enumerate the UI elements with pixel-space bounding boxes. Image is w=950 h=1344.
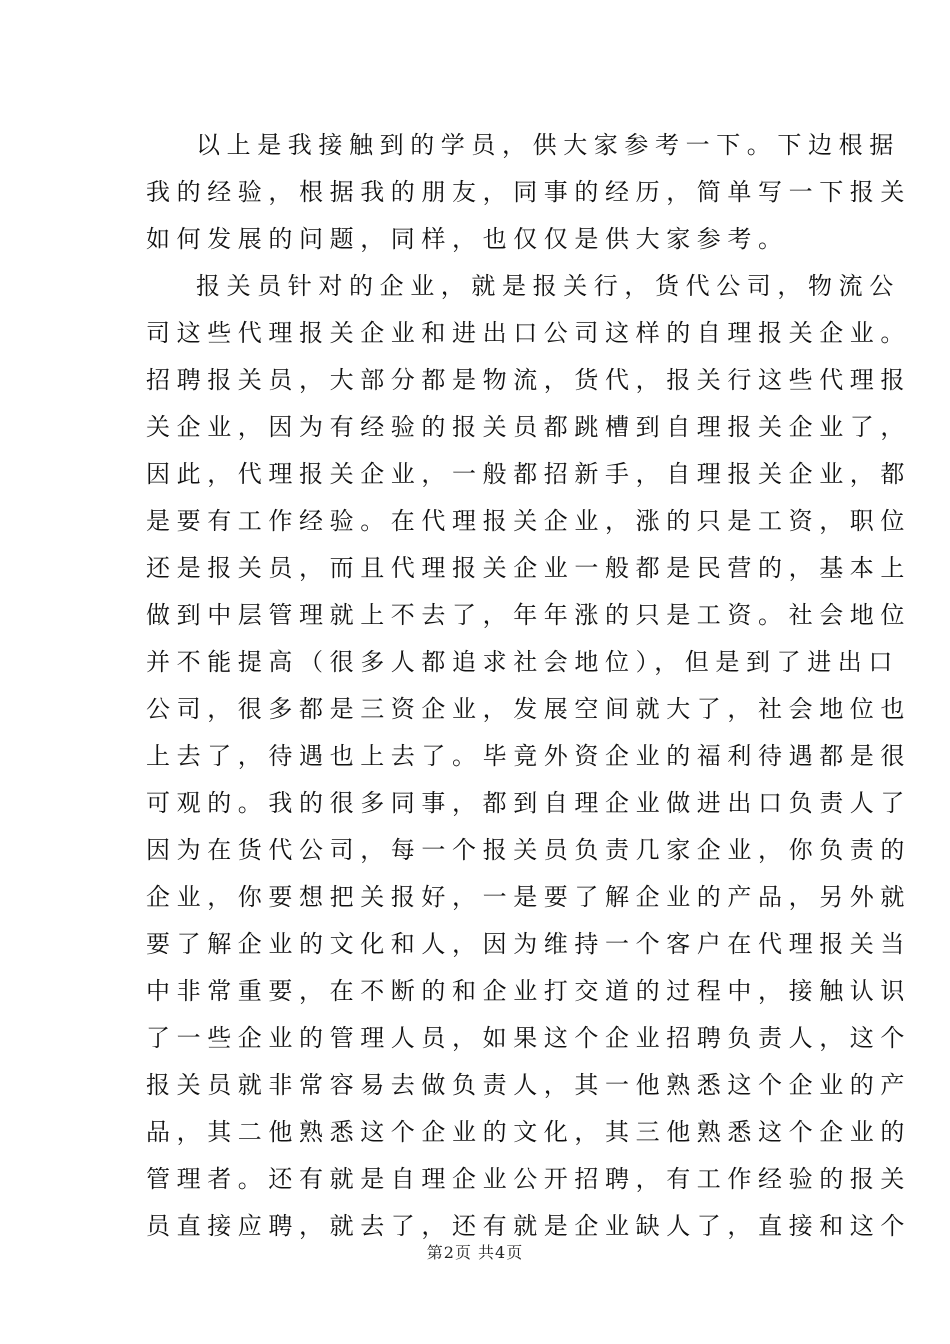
text-line: 因此，代理报关企业，一般都招新手，自理报关企业，都 — [146, 460, 911, 488]
text-line: 中非常重要，在不断的和企业打交道的过程中，接触认识 — [146, 977, 911, 1005]
text-line: 并不能提高（很多人都追求社会地位），但是到了进出口 — [146, 648, 899, 676]
text-line: 关企业，因为有经验的报关员都跳槽到自理报关企业了， — [146, 413, 911, 441]
text-line: 员直接应聘，就去了，还有就是企业缺人了，直接和这个 — [146, 1212, 911, 1240]
text-line: 企业，你要想把关报好，一是要了解企业的产品，另外就 — [146, 883, 911, 911]
text-line: 招聘报关员，大部分都是物流，货代，报关行这些代理报 — [146, 366, 911, 394]
document-body — [146, 122, 911, 1250]
text-line: 上去了，待遇也上去了。毕竟外资企业的福利待遇都是很 — [146, 742, 911, 770]
page-number-footer: 第2页 共4页 — [426, 1243, 524, 1262]
text-line: 是要有工作经验。在代理报关企业，涨的只是工资，职位 — [146, 507, 911, 535]
text-line: 品，其二他熟悉这个企业的文化，其三他熟悉这个企业的 — [146, 1118, 911, 1146]
text-line: 要了解企业的文化和人，因为维持一个客户在代理报关当 — [146, 930, 911, 958]
text-line: 可观的。我的很多同事，都到自理企业做进出口负责人了 — [146, 789, 911, 817]
text-line: 管理者。还有就是自理企业公开招聘，有工作经验的报关 — [146, 1165, 911, 1193]
text-line: 以上是我接触到的学员，供大家参考一下。下边根据 — [196, 131, 900, 159]
text-line: 如何发展的问题，同样，也仅仅是供大家参考。 — [146, 225, 789, 253]
text-line: 司这些代理报关企业和进出口公司这样的自理报关企业。 — [146, 319, 911, 347]
text-line: 报关员就非常容易去做负责人，其一他熟悉这个企业的产 — [146, 1071, 911, 1099]
text-line: 公司，很多都是三资企业，发展空间就大了，社会地位也 — [146, 695, 911, 723]
text-line: 做到中层管理就上不去了，年年涨的只是工资。社会地位 — [146, 601, 911, 629]
text-line: 报关员针对的企业，就是报关行，货代公司，物流公 — [196, 272, 900, 300]
text-line: 因为在货代公司，每一个报关员负责几家企业，你负责的 — [146, 836, 911, 864]
text-line: 还是报关员，而且代理报关企业一般都是民营的，基本上 — [146, 554, 911, 582]
text-line: 了一些企业的管理人员，如果这个企业招聘负责人，这个 — [146, 1024, 911, 1052]
text-line: 我的经验，根据我的朋友，同事的经历，简单写一下报关 — [146, 178, 911, 206]
